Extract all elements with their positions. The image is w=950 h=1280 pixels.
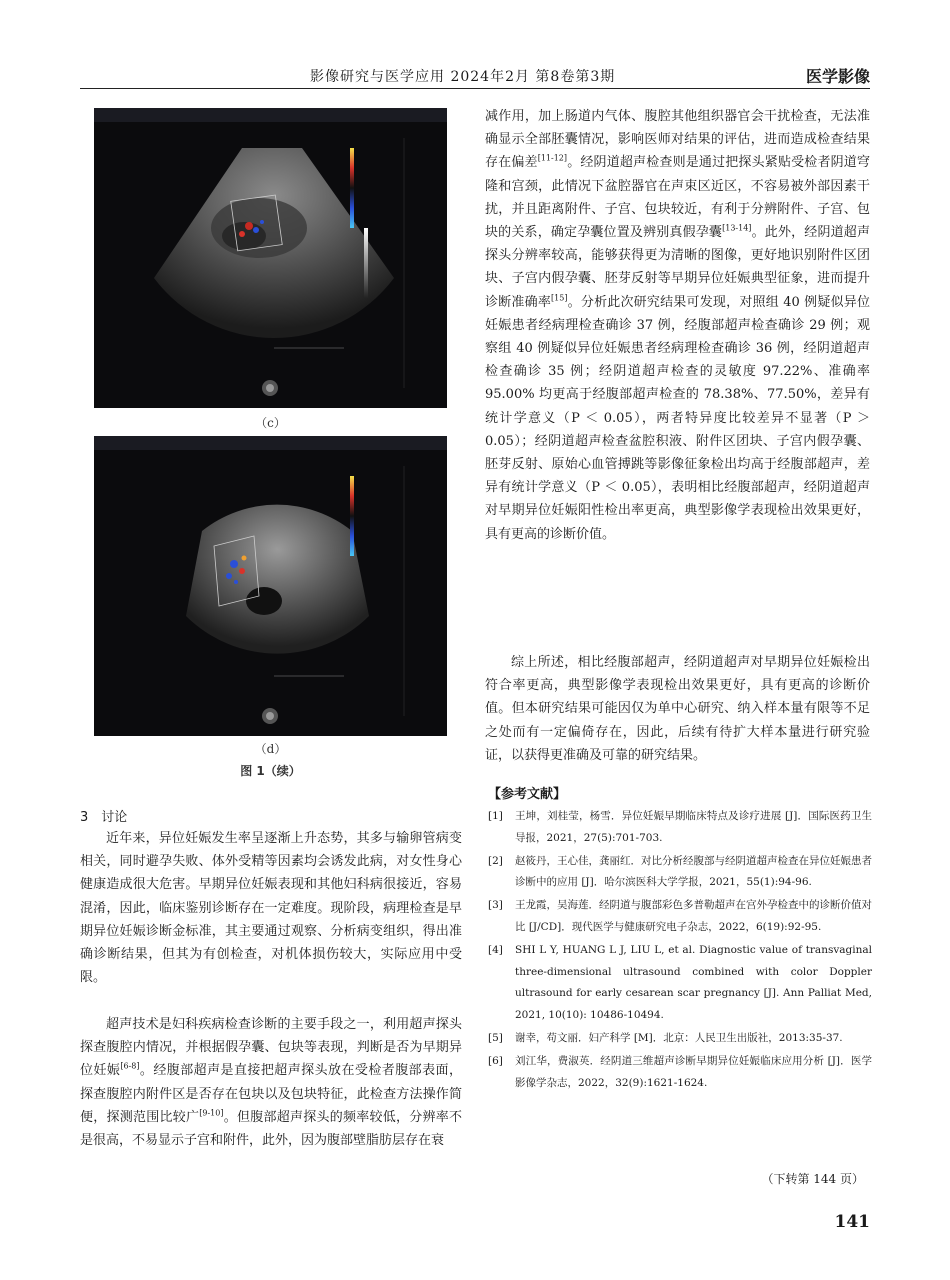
citation: [15]: [551, 293, 568, 303]
text-run: 。但腹部超声探头的频率较低，分辨率不是很高，不易显示子宫和附件，此外，因为腹部壁脂肪层存在衰: [80, 1109, 462, 1149]
page-number: 141: [834, 1212, 870, 1232]
figure-title: 图 1（续）: [240, 764, 301, 778]
section-heading: 3 讨论: [80, 810, 128, 825]
reference-number: [5]: [488, 1031, 503, 1044]
figure-d-label: （d）: [254, 742, 287, 756]
reference-text: 谢幸，苟文丽．妇产科学 [M]．北京：人民卫生出版社，2013:35-37.: [515, 1031, 843, 1044]
reference-text: SHI L Y, HUANG L J, LIU L, et al. Diagnostic value of transvaginal three-dimensional ultrasound combined with color Doppler ultrasound for early cesarean scar pregnancy [J]. Ann Palliat Med, 2021, 10(10): 10486-10494.: [515, 943, 872, 1022]
reference-number: [1]: [488, 810, 503, 822]
left-paragraph-1: 近年来，异位妊娠发生率呈逐渐上升态势，其多与输卵管病变相关，同时避孕失败、体外受精等因素均会诱发此病，对女性身心健康造成很大危害。早期异位妊娠表现和其他妇科病很接近，容易混淆，因此，临床鉴别诊断存在一定难度。现阶段，病理检查是早期异位妊娠诊断金标准，其主要通过观察、分析病变组织，得出准确诊断结果，但其为有创检查，对机体损伤较大，实际应用中受限。: [80, 831, 462, 986]
citation: [9-10]: [199, 1108, 224, 1118]
right-paragraph-2: 综上所述，相比经腹部超声，经阴道超声对早期异位妊娠检出符合率更高，典型影像学表现检出效果更好，具有更高的诊断价值。但本研究结果可能因仅为单中心研究、纳入样本量有限等不足之处而有一定偏倚存在，因此，后续有待扩大样本量进行研究验证，以获得更准确及可靠的研究结果。: [485, 655, 870, 763]
reference-item: [488, 940, 872, 1027]
continued-note: （下转第 144 页）: [761, 1172, 864, 1186]
reference-item: [488, 806, 872, 850]
reference-item: [488, 895, 872, 939]
reference-item: [488, 1028, 872, 1050]
ultrasound-scan-d: [94, 436, 447, 736]
reference-text: 王龙霞，吴海莲．经阴道与腹部彩色多普勒超声在宫外孕检查中的诊断价值对比 [J/CD]．现代医学与健康研究电子杂志，2022，6(19):92-95.: [515, 899, 872, 933]
reference-number: [3]: [488, 899, 503, 912]
reference-item: [488, 1051, 872, 1095]
ultrasound-scan-c: [94, 108, 447, 408]
ultrasound-image-c: [94, 108, 447, 408]
text-run: 减作用，加上肠道内气体、腹腔其他组织器官会干扰检查，无法准确显示全部胚囊情况，影响医师对结果的评估，进而造成检查结果存在偏差: [485, 109, 870, 171]
right-paragraph-1: [485, 105, 870, 546]
text-run: 。经阴道超声检查则是通过把探头紧贴受检者阴道穹隆和宫颈，此情况下盆腔器官在声束区近区，不容易被外部因素干扰，并且距离附件、子宫、包块较近，有利于分辨附件、子宫、包块的关系，确定孕囊位置及辨别真假孕囊: [485, 155, 870, 241]
reference-text: 刘江华，费淑英．经阴道三维超声诊断早期异位妊娠临床应用分析 [J]．医学影像学杂志，2022，32(9):1621-1624.: [515, 1054, 872, 1089]
figure-c-label: （c）: [255, 416, 286, 430]
page-header: [80, 60, 870, 89]
journal-info: 影像研究与医学应用 2024年2月 第8卷第3期: [310, 69, 616, 85]
reference-item: [488, 851, 872, 895]
text-run: 。经腹部超声是直接把超声探头放在受检者腹部表面，探查腹腔内附件区是否存在包块以及包块特征，此检查方法操作简便，探测范围比较广: [80, 1063, 462, 1125]
reference-number: [6]: [488, 1054, 503, 1067]
text-run: 超声技术是妇科疾病检查诊断的主要手段之一，利用超声探头探查腹腔内情况，并根据假孕囊、包块等表现，判断是否为早期异位妊娠: [80, 1017, 462, 1079]
reference-number: [4]: [488, 943, 503, 956]
reference-text: 王坤，刘桂莹，杨雪．异位妊娠早期临床特点及诊疗进展 [J]．国际医药卫生导报，2021，27(5):701-703.: [515, 810, 872, 844]
references-list: [488, 806, 872, 1095]
text-run: 。分析此次研究结果可发现，对照组 40 例疑似异位妊娠患者经病理检查确诊 37 例，经腹部超声检查确诊 29 例；观察组 40 例疑似异位妊娠患者经病理检查确诊 36 例，经阴道超声检查确诊 35 例；经阴道超声检查的灵敏度 97.22%、准确率 95.00% 均更高于经腹部超声检查的 78.38%、77.50%，差异有统计学意义（P ＜ 0.05），两者特异度比较差异不显著（P ＞ 0.05）；经阴道超声检查盆腔积液、附件区团块、子宫内假孕囊、胚芽反射、原始心血管搏跳等影像征象检出均高于经腹部超声，差异有统计学意义（P ＜ 0.05），表明相比经腹部超声，经阴道超声对早期异位妊娠阳性检出率更高，典型影像学表现检出效果更好，具有更高的诊断价值。: [485, 294, 870, 542]
ultrasound-image-d: [94, 436, 447, 736]
reference-number: [2]: [488, 854, 503, 867]
citation: [11-12]: [537, 154, 568, 164]
references-heading: 【参考文献】: [488, 787, 567, 802]
citation: [6-8]: [120, 1062, 140, 1072]
text-run: 。此外，经阴道超声探头分辨率较高，能够获得更为清晰的图像，更好地识别附件区团块、子宫内假孕囊、胚芽反射等早期异位妊娠典型征象，进而提升诊断准确率: [485, 225, 870, 310]
left-paragraph-2: [80, 1013, 462, 1152]
reference-text: 赵筱丹，王心佳，龚丽红．对比分析经腹部与经阴道超声检查在异位妊娠患者诊断中的应用 [J]．哈尔滨医科大学学报，2021，55(1):94-96.: [515, 854, 872, 889]
citation: [13-14]: [722, 223, 752, 233]
section-title: 医学影像: [805, 67, 870, 86]
